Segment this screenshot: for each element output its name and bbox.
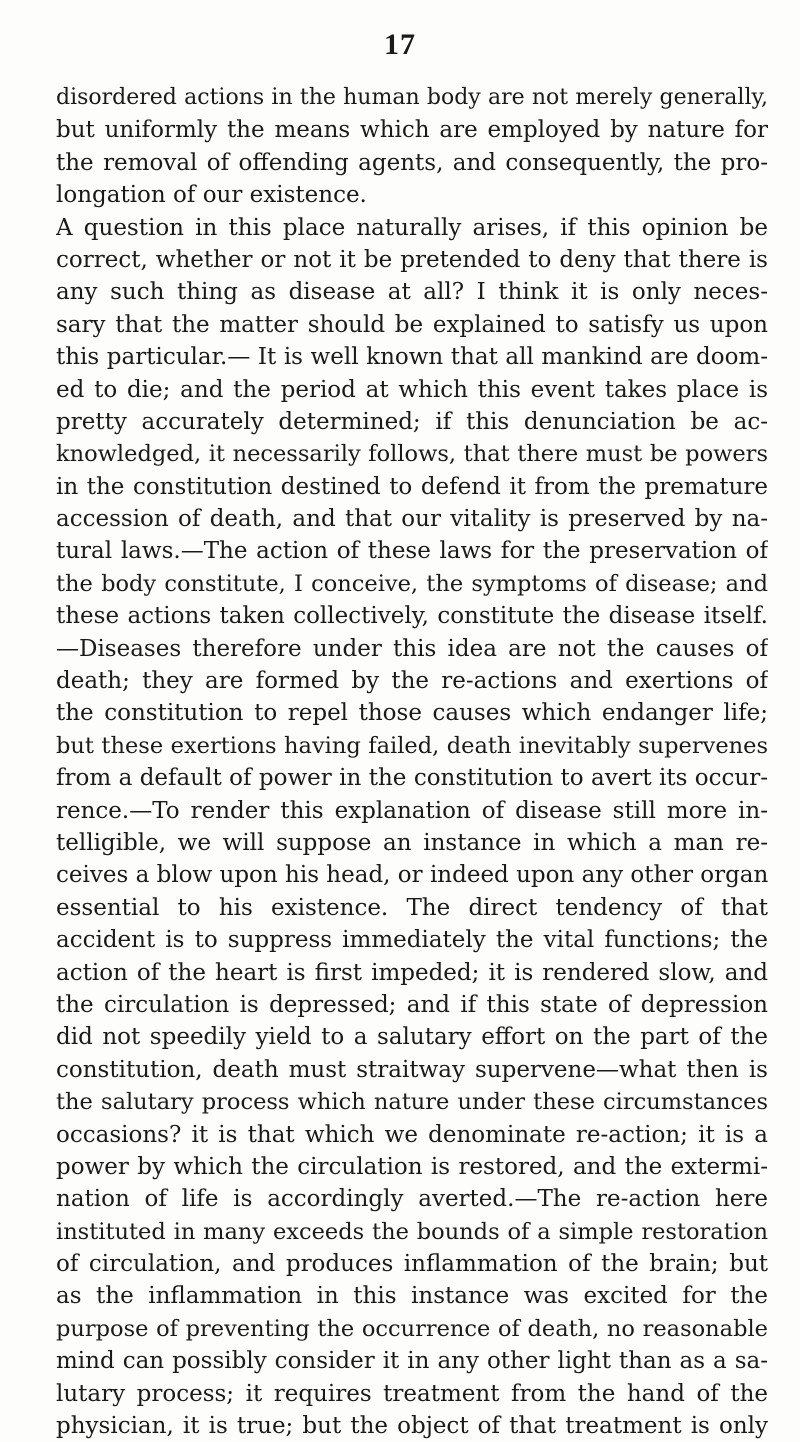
text-line: from a default of power in the constitution to avert its occur- [56,765,768,792]
text-line: as the inflammation in this instance was excited for the [56,1283,768,1310]
text-line: nation of life is accordingly averted.—The re-action here [56,1186,768,1213]
text-line: instituted in many exceeds the bounds of a simple restoration [56,1218,768,1245]
text-line: this particular.— It is well known that all mankind are doom- [56,344,768,371]
text-line: action of the heart is first impeded; it is rendered slow, and [56,959,768,986]
text-line: pretty accurately determined; if this denunciation be ac- [56,408,768,435]
text-line: did not speedily yield to a salutary effort on the part of the [56,1024,768,1051]
text-line: the constitution to repel those causes which endanger life; [56,700,768,727]
text-line: the salutary process which nature under these circumstances [56,1089,768,1116]
text-line: but these exertions having failed, death inevitably supervenes [56,732,768,759]
text-line: essential to his existence. The direct tendency of that [56,894,768,921]
text-line: lutary process; it requires treatment from the hand of the [56,1380,768,1407]
text-line: accident is to suppress immediately the vital functions; the [56,927,768,954]
text-line: the removal of offending agents, and consequently, the pro- [56,149,768,176]
text-line: these actions taken collectively, constitute the disease itself. [56,603,768,630]
text-line: power by which the circulation is restored, and the extermi- [56,1153,768,1180]
text-line: longation of our existence. [56,182,367,209]
text-line: tural laws.—The action of these laws for the preservation of [56,538,768,565]
text-line: constitution, death must straitway supervene—what then is [56,1056,768,1083]
text-line: telligible, we will suppose an instance in which a man re- [56,829,768,856]
text-line: any such thing as disease at all? I think it is only neces- [56,279,768,306]
text-line: purpose of preventing the occurrence of death, no reasonable [56,1315,768,1342]
text-line: the circulation is depressed; and if this state of depression [56,991,768,1018]
text-line: occasions? it is that which we denominate re-action; it is a [56,1121,768,1148]
text-line: ceives a blow upon his head, or indeed upon any other organ [56,862,768,889]
text-line: mind can possibly consider it in any other light than as a sa- [56,1348,768,1375]
body-text [56,82,768,1442]
page-number: 17 [384,28,416,61]
text-line: —Diseases therefore under this idea are not the causes of [56,635,768,662]
text-line: death; they are formed by the re-actions and exertions of [56,668,768,695]
text-line: of circulation, and produces inflammation of the brain; but [56,1251,768,1278]
text-line: A question in this place naturally arises, if this opinion be [56,214,768,241]
text-line: the body constitute, I conceive, the symptoms of disease; and [56,570,768,597]
text-line: correct, whether or not it be pretended to deny that there is [56,246,768,273]
text-line: knowledged, it necessarily follows, that there must be powers [56,441,768,468]
text-line: sary that the matter should be explained to satisfy us upon [56,311,768,338]
text-line: but uniformly the means which are employed by nature for [56,117,768,144]
text-line: accession of death, and that our vitality is preserved by na- [56,506,768,533]
text-line: disordered actions in the human body are not merely generally, [56,85,768,110]
text-line: rence.—To render this explanation of disease still more in- [56,797,768,824]
text-line: ed to die; and the period at which this event takes place is [56,376,768,403]
text-line: physician, it is true; but the object of that treatment is only [56,1413,768,1440]
text-line: in the constitution destined to defend it from the premature [56,473,768,500]
